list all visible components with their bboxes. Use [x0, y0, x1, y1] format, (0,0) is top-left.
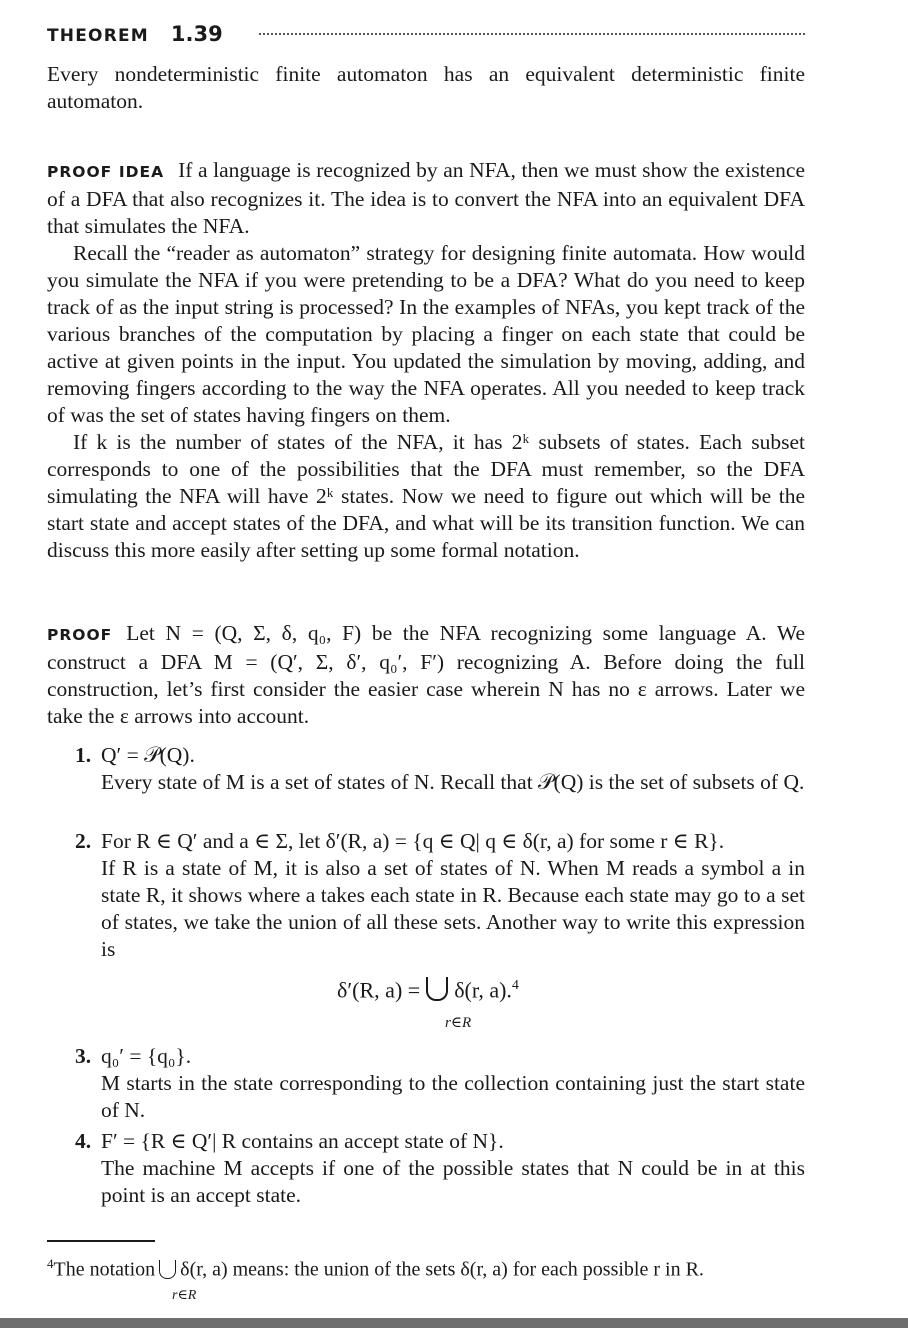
equation-lhs: δ′(R, a) = [337, 977, 421, 1003]
theorem-header [47, 21, 805, 47]
footnote-suffix: means: the union of the sets δ(r, a) for each possible r in R. [232, 1258, 704, 1281]
footnote-prefix: The notation [53, 1258, 156, 1281]
proof-idea-p3: If k is the number of states of the NFA, it has 2ᵏ subsets of states. Each subset corresponds to one of the possibilities that the DFA must remember, so the DFA simulating the NFA will have 2ᵏ states. Now we need to figure out which will be the start state and accept states of the DFA, and what will be its transition function. We can discuss this more easily after setting up some formal notation. [47, 430, 805, 562]
step-formula: q₀′ = {q₀}. [101, 1044, 192, 1068]
step-3 [75, 1043, 805, 1124]
step-formula: F′ = {R ∈ Q′| R contains an accept state of N}. [101, 1129, 504, 1153]
step-1 [75, 742, 805, 796]
proof-idea-p1 [47, 157, 805, 240]
union-subscript: r∈R [445, 1015, 472, 1031]
footnote-rule [47, 1240, 155, 1242]
step-text: M starts in the state corresponding to the collection containing just the start state of N. [101, 1071, 805, 1122]
proof-idea-label: PROOF IDEA [47, 163, 165, 181]
theorem-statement-text: Every nondeterministic finite automaton has an equivalent deterministic finite automaton. [47, 62, 805, 113]
header-dotted-rule [259, 33, 805, 35]
step-4 [75, 1128, 805, 1209]
page-bottom-edge [0, 1318, 908, 1328]
step-number: 1. [75, 743, 92, 767]
footnote [47, 1250, 805, 1303]
theorem-statement [47, 61, 805, 115]
proof-label: PROOF [47, 626, 113, 644]
step-text: If R is a state of M, it is also a set of states of N. When M reads a symbol a in state R, it shows where a takes each state in R. Because each state may go to a set of states, we take the union of all these sets. Another way to write this expression is [101, 856, 805, 961]
step-text: Every state of M is a set of states of N. Recall that 𝒫(Q) is the set of subsets of Q. [101, 770, 805, 794]
footnote-subscript: r∈R [172, 1288, 197, 1303]
step-formula: For R ∈ Q′ and a ∈ Σ, let δ′(R, a) = {q ∈ Q| q ∈ δ(r, a) for some r ∈ R}. [101, 829, 725, 853]
step-number: 3. [75, 1044, 92, 1068]
big-union-symbol [426, 977, 448, 1001]
step-number: 2. [75, 829, 92, 853]
theorem-label: THEOREM [47, 26, 149, 46]
equation-rhs: δ(r, a). [454, 977, 512, 1003]
footnote-expr: δ(r, a) [180, 1258, 228, 1281]
footnote-marker: 4 [511, 978, 519, 993]
footnote-mark: 4 [47, 1256, 54, 1271]
step-2 [75, 828, 805, 963]
union-symbol [159, 1260, 176, 1279]
display-equation [337, 972, 519, 1031]
theorem-number: 1.39 [170, 22, 223, 46]
proof-idea-p1-text: If a language is recognized by an NFA, then we must show the existence of a DFA that also recognizes it. The idea is to convert the NFA into an equivalent DFA that simulates the NFA. [47, 158, 806, 238]
proof-text: Let N = (Q, Σ, δ, q₀, F) be the NFA recognizing some language A. We construct a DFA M = (Q′, Σ, δ′, q₀′, F′) recognizing A. Before doing the full construction, let’s first consider the easier case wherein N has no ε arrows. Later we take the ε arrows into account. [47, 621, 805, 728]
step-number: 4. [75, 1129, 92, 1153]
proof-section [47, 620, 805, 730]
proof-idea-p2: Recall the “reader as automaton” strategy for designing finite automata. How would you simulate the NFA if you were pretending to be a DFA? What do you need to keep track of as the input string is processed? In the examples of NFAs, you kept track of the various branches of the computation by placing a finger on each state that could be active at given points in the input. You updated the simulation by moving, adding, and removing fingers according to the way the NFA operates. All you needed to keep track of was the set of states having fingers on them. [47, 241, 805, 427]
step-text: The machine M accepts if one of the possible states that N could be in at this point is an accept state. [101, 1156, 805, 1207]
step-formula: Q′ = 𝒫(Q). [101, 743, 195, 767]
proof-idea-section [47, 157, 805, 564]
